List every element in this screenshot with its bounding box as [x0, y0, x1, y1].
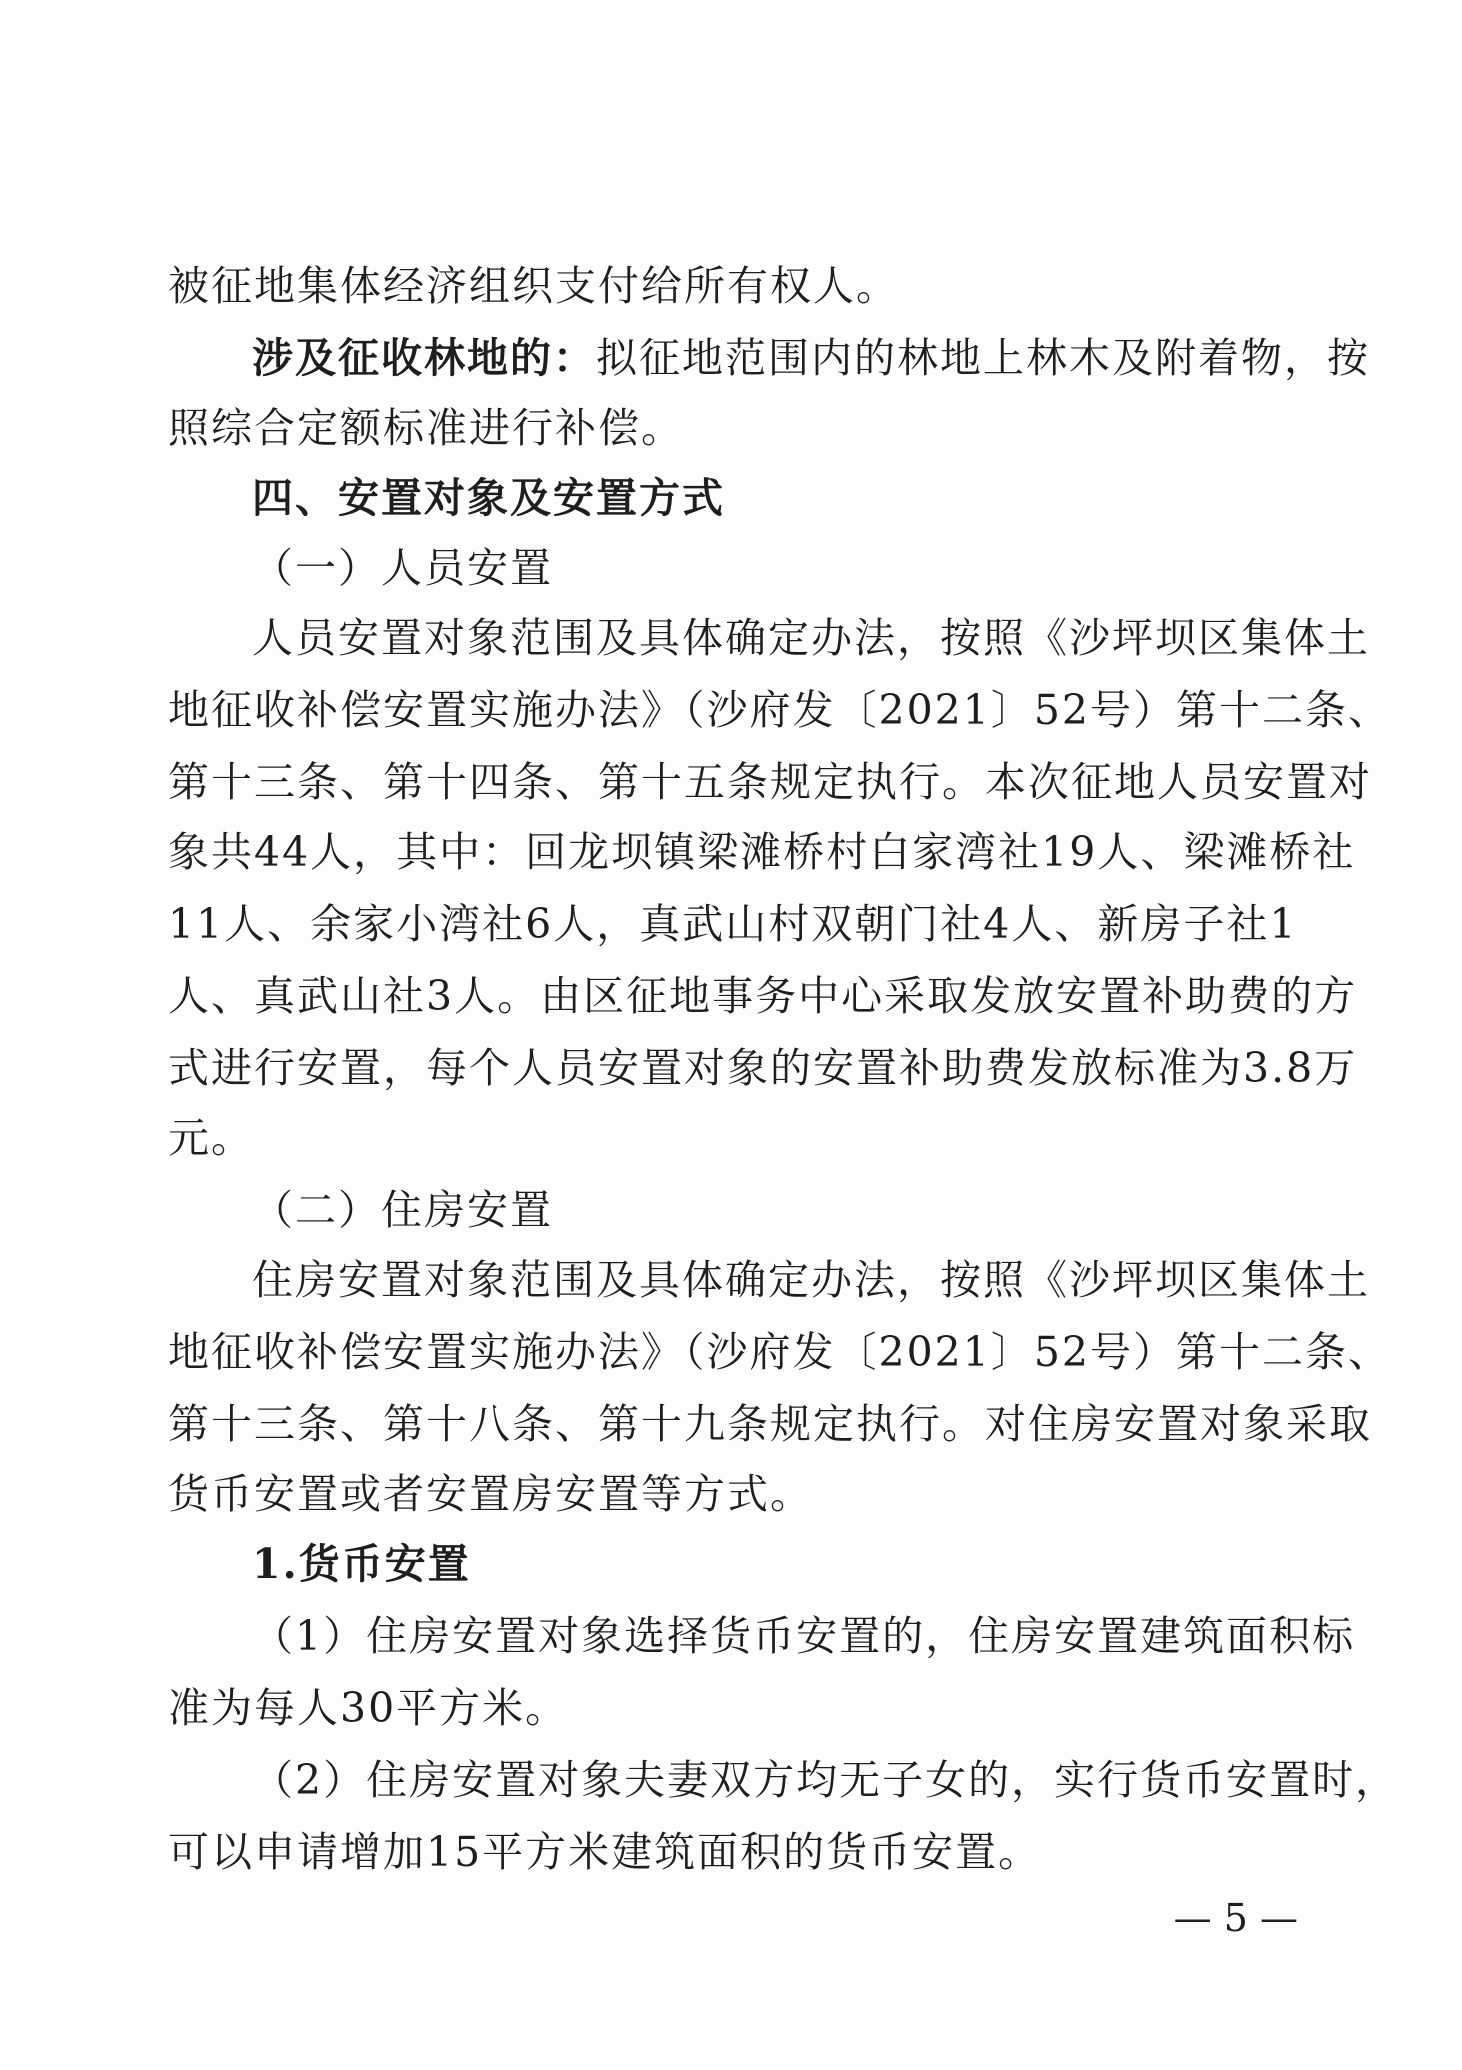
paragraph-line-16: 地征收补偿安置实施办法》（沙府发〔2021〕52号）第十二条、 — [168, 1328, 1392, 1376]
paragraph-line-20: （1）住房安置对象选择货币安置的，住房安置建筑面积标 — [252, 1612, 1356, 1660]
paragraph-line-18: 货币安置或者安置房安置等方式。 — [168, 1470, 813, 1518]
subsection-heading-housing: （二）住房安置 — [252, 1186, 553, 1234]
paragraph-line-12: 式进行安置，每个人员安置对象的安置补助费发放标准为3.8万 — [168, 1044, 1358, 1092]
paragraph-line-8: 第十三条、第十四条、第十五条规定执行。本次征地人员安置对 — [168, 758, 1372, 806]
paragraph-line-23: 可以申请增加15平方米建筑面积的货币安置。 — [168, 1828, 1042, 1876]
paragraph-line-2 — [252, 334, 1370, 382]
paragraph-line-6: 人员安置对象范围及具体确定办法，按照《沙坪坝区集体土 — [252, 614, 1370, 662]
paragraph-line-3: 照综合定额标准进行补偿。 — [168, 404, 684, 452]
paragraph-line-15: 住房安置对象范围及具体确定办法，按照《沙坪坝区集体土 — [252, 1256, 1370, 1304]
page-number: — 5 — — [1173, 1896, 1298, 1940]
subsection-heading-personnel: （一）人员安置 — [252, 544, 553, 592]
paragraph-line-17: 第十三条、第十八条、第十九条规定执行。对住房安置对象采取 — [168, 1400, 1372, 1448]
forest-land-text: 拟征地范围内的林地上林木及附着物，按 — [596, 334, 1370, 382]
paragraph-line-11: 人、真武山社3人。由区征地事务中心采取发放安置补助费的方 — [168, 972, 1358, 1020]
section-heading-four: 四、安置对象及安置方式 — [252, 474, 725, 522]
paragraph-line-7: 地征收补偿安置实施办法》（沙府发〔2021〕52号）第十二条、 — [168, 686, 1392, 734]
paragraph-line-9: 象共44人，其中：回龙坝镇梁滩桥村白家湾社19人、梁滩桥社 — [168, 828, 1356, 876]
paragraph-line-13: 元。 — [168, 1114, 254, 1162]
paragraph-line-21: 准为每人30平方米。 — [168, 1684, 569, 1732]
monetary-placement-heading: 1.货币安置 — [252, 1540, 471, 1588]
paragraph-line-1: 被征地集体经济组织支付给所有权人。 — [168, 262, 899, 310]
paragraph-line-10: 11人、余家小湾社6人，真武山村双朝门社4人、新房子社1 — [168, 900, 1298, 948]
forest-land-heading: 涉及征收林地的： — [252, 334, 596, 382]
paragraph-line-22: （2）住房安置对象夫妻双方均无子女的，实行货币安置时， — [252, 1756, 1399, 1804]
